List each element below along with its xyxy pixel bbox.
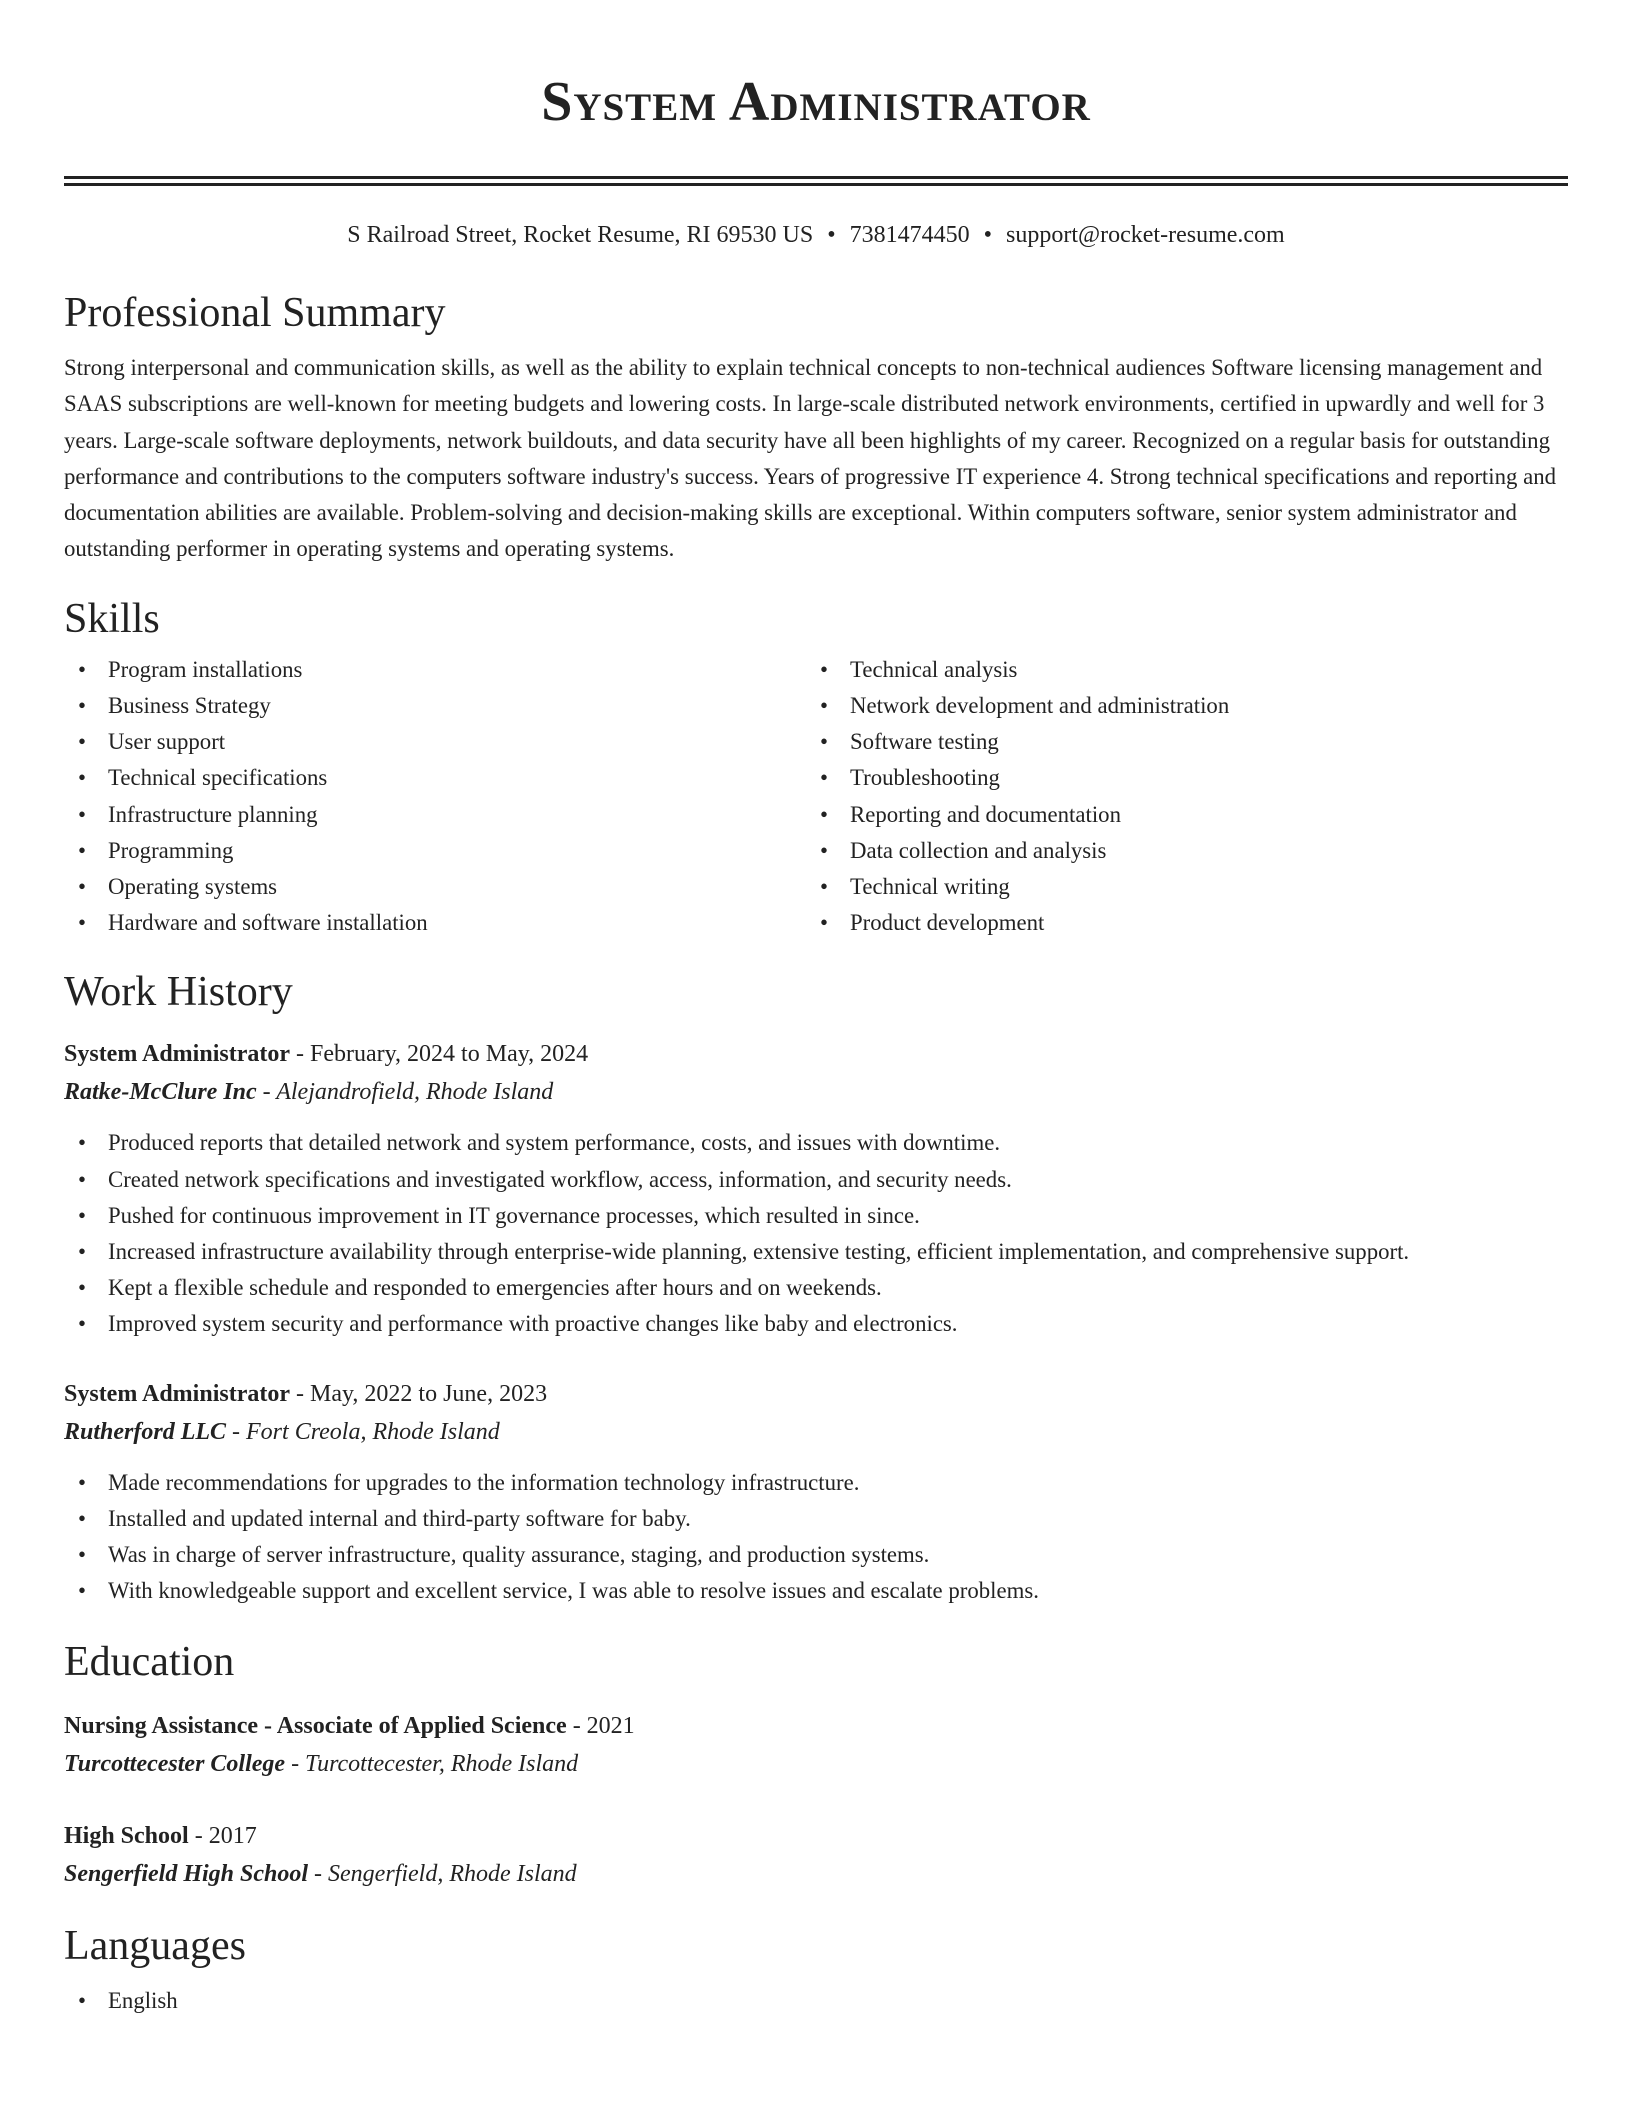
job-entry bbox=[64, 1035, 1568, 1342]
job-title: System Administrator bbox=[64, 1041, 290, 1068]
languages-list bbox=[64, 1983, 1568, 2019]
job-bullets bbox=[64, 1125, 1568, 1342]
skill-item: • Hardware and software installation bbox=[64, 905, 806, 941]
title-double-rule bbox=[64, 176, 1568, 186]
skill-item: • Software testing bbox=[806, 724, 1548, 760]
contact-address: S Railroad Street, Rocket Resume, RI 69530 US bbox=[347, 222, 814, 248]
skills-column-left bbox=[64, 652, 806, 942]
skill-item: • Reporting and documentation bbox=[806, 797, 1548, 833]
skill-item: • Troubleshooting bbox=[806, 760, 1548, 796]
job-dates: - May, 2022 to June, 2023 bbox=[289, 1380, 548, 1407]
job-entry bbox=[64, 1375, 1568, 1610]
skill-item: • User support bbox=[64, 724, 806, 760]
job-bullet: • Created network specifications and investigated workflow, access, information, and security needs. bbox=[64, 1162, 1568, 1198]
education-entry bbox=[64, 1707, 1568, 1783]
job-bullets bbox=[64, 1465, 1568, 1610]
job-bullet: • Pushed for continuous improvement in IT governance processes, which resulted in since. bbox=[64, 1198, 1568, 1234]
skill-item: • Data collection and analysis bbox=[806, 833, 1548, 869]
job-bullet: • Kept a flexible schedule and responded to emergencies after hours and on weekends. bbox=[64, 1270, 1568, 1306]
school-line bbox=[64, 1855, 1568, 1893]
school-name: Turcottecester College bbox=[64, 1751, 286, 1778]
job-title-line bbox=[64, 1375, 1568, 1413]
job-bullet: • Increased infrastructure availability through enterprise-wide planning, extensive testing, efficient implementation, and comprehensive support. bbox=[64, 1234, 1568, 1270]
education-entry bbox=[64, 1817, 1568, 1893]
degree-year: - 2021 bbox=[566, 1713, 635, 1740]
job-company: Ratke-McClure Inc bbox=[64, 1079, 257, 1106]
job-dates: - February, 2024 to May, 2024 bbox=[289, 1041, 589, 1068]
skill-item: • Technical specifications bbox=[64, 760, 806, 796]
contact-separator: • bbox=[827, 222, 836, 248]
skills-heading: Skills bbox=[64, 595, 160, 642]
skills-list bbox=[64, 652, 1568, 942]
job-company: Rutherford LLC bbox=[64, 1418, 227, 1445]
skill-item: • Network development and administration bbox=[806, 688, 1548, 724]
skill-item: • Product development bbox=[806, 905, 1548, 941]
skill-item: • Technical writing bbox=[806, 869, 1548, 905]
skill-item: • Infrastructure planning bbox=[64, 797, 806, 833]
skill-item: • Technical analysis bbox=[806, 652, 1548, 688]
education-heading: Education bbox=[64, 1639, 235, 1686]
job-bullet: • Was in charge of server infrastructure, quality assurance, staging, and production systems. bbox=[64, 1537, 1568, 1573]
school-location: - Sengerfield, Rhode Island bbox=[308, 1861, 577, 1888]
degree-year: - 2017 bbox=[188, 1823, 257, 1850]
degree-name: Nursing Assistance - Associate of Applied Science bbox=[64, 1713, 567, 1740]
job-title-line bbox=[64, 1035, 1568, 1073]
contact-email[interactable]: support@rocket-resume.com bbox=[1006, 222, 1285, 248]
school-location: - Turcottecester, Rhode Island bbox=[285, 1751, 579, 1778]
job-location: - Fort Creola, Rhode Island bbox=[226, 1418, 500, 1445]
contact-line bbox=[64, 220, 1568, 250]
skill-item: • Programming bbox=[64, 833, 806, 869]
job-bullet: • Made recommendations for upgrades to the information technology infrastructure. bbox=[64, 1465, 1568, 1501]
school-line bbox=[64, 1745, 1568, 1783]
job-bullet: • With knowledgeable support and excellent service, I was able to resolve issues and escalate problems. bbox=[64, 1573, 1568, 1609]
skill-item: • Operating systems bbox=[64, 869, 806, 905]
degree-name: High School bbox=[64, 1823, 189, 1850]
degree-line bbox=[64, 1817, 1568, 1855]
resume-title: System Administrator bbox=[541, 71, 1091, 133]
language-item: • English bbox=[64, 1983, 1568, 2019]
skill-item: • Business Strategy bbox=[64, 688, 806, 724]
work-history-heading: Work History bbox=[64, 969, 293, 1016]
job-location: - Alejandrofield, Rhode Island bbox=[256, 1079, 554, 1106]
skills-column-right bbox=[806, 652, 1548, 942]
job-company-line bbox=[64, 1413, 1568, 1451]
job-company-line bbox=[64, 1073, 1568, 1111]
contact-separator: • bbox=[983, 222, 993, 248]
languages-heading: Languages bbox=[64, 1923, 246, 1970]
job-title: System Administrator bbox=[64, 1380, 290, 1407]
job-bullet: • Installed and updated internal and third-party software for baby. bbox=[64, 1501, 1568, 1537]
summary-heading: Professional Summary bbox=[64, 290, 446, 336]
skill-item: • Program installations bbox=[64, 652, 806, 688]
degree-line bbox=[64, 1707, 1568, 1745]
school-name: Sengerfield High School bbox=[64, 1861, 309, 1888]
summary-text: Strong interpersonal and communication skills, as well as the ability to explain technical concepts to non-technical audiences Software licensing management and SAAS subscriptions are well-known for meeting budgets and lowering costs. In large-scale distributed network environments, certified in upwardly and well for 3 years. Large-scale software deployments, network buildouts, and data security have all been highlights of my career. Recognized on a regular basis for outstanding performance and contributions to the computers software industry's success. Years of progressive IT experience 4. Strong technical specifications and reporting and documentation abilities are available. Problem-solving and decision-making skills are exceptional. Within computers software, senior system administrator and outstanding performer in operating systems and operating systems. bbox=[64, 355, 1557, 562]
contact-phone[interactable]: 7381474450 bbox=[849, 222, 970, 248]
job-bullet: • Improved system security and performance with proactive changes like baby and electronics. bbox=[64, 1306, 1568, 1342]
job-bullet: • Produced reports that detailed network and system performance, costs, and issues with downtime. bbox=[64, 1125, 1568, 1161]
